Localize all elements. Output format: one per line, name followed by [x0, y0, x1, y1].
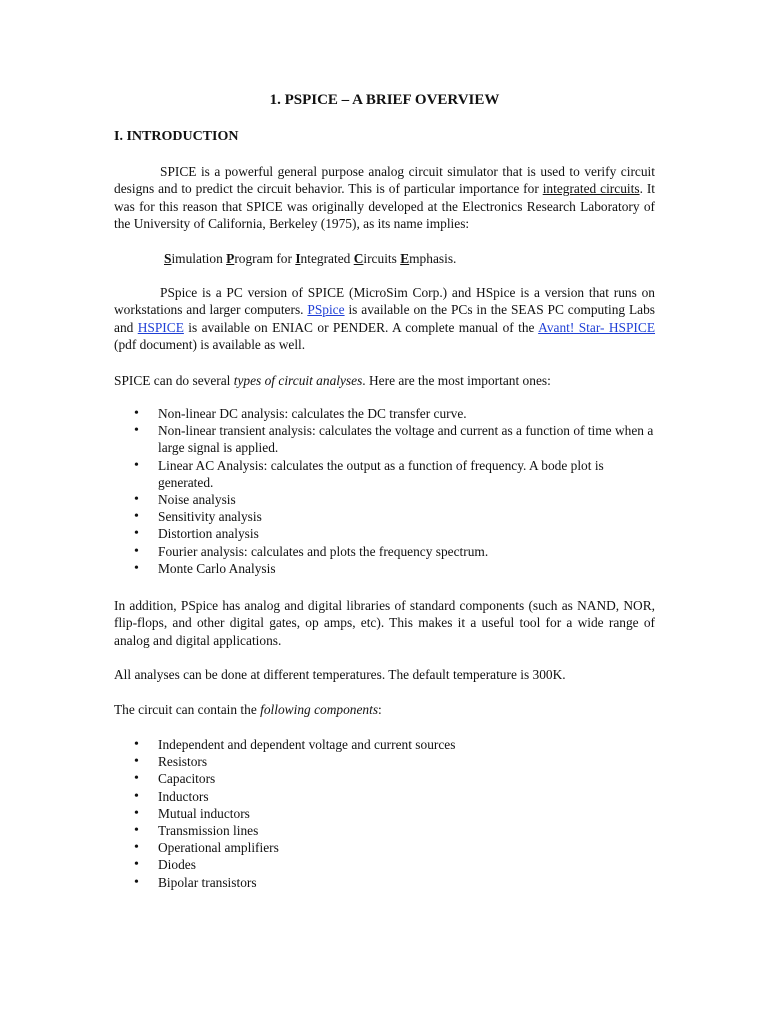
list-item: • Fourier analysis: calculates and plots the frequency spectrum. — [114, 543, 655, 560]
acronym-word: mphasis. — [409, 251, 457, 266]
list-item: • Inductors — [114, 788, 655, 805]
list-item: • Capacitors — [114, 770, 655, 787]
list-item: • Distortion analysis — [114, 525, 655, 542]
acronym-word: rogram for — [234, 251, 296, 266]
intro-text-part: . It was for this reason that SPICE was originally developed at the Electronics Research Laboratory of the University of California, Berkeley (1975), as its name implies: — [114, 181, 655, 232]
analyses-lead-text: . Here are the most important ones: — [362, 373, 551, 388]
analyses-lead-text: SPICE can do several — [114, 373, 234, 388]
list-item: • Operational amplifiers — [114, 839, 655, 856]
list-item: • Non-linear DC analysis: calculates the DC transfer curve. — [114, 405, 655, 422]
intro-text-part: SPICE is a powerful general purpose analog circuit simulator that is used to verify circuit designs and to predict the circuit behavior. This is of particular importance for — [114, 164, 655, 197]
pspice-link[interactable]: PSpice — [307, 302, 345, 318]
list-item: • Bipolar transistors — [114, 874, 655, 891]
libraries-paragraph: In addition, PSpice has analog and digital libraries of standard components (such as NAND, NOR, flip-flops, and other digital gates, op amps, etc). This makes it a useful tool for a wide range of analog and digital applications. — [114, 598, 655, 648]
list-item: • Transmission lines — [114, 822, 655, 839]
list-item: • Resistors — [114, 753, 655, 770]
list-item: • Sensitivity analysis — [114, 508, 655, 525]
acronym-letter: I — [295, 251, 301, 266]
pspice-text-part: (pdf document) is available as well. — [114, 337, 306, 353]
list-item: • Monte Carlo Analysis — [114, 560, 655, 577]
acronym-letter: E — [400, 251, 410, 266]
hspice-link[interactable]: HSPICE — [137, 319, 184, 335]
temperature-paragraph: All analyses can be done at different temperatures. The default temperature is 300K. — [114, 667, 566, 682]
acronym-word: ntegrated — [300, 251, 354, 266]
avant-star-hspice-link[interactable]: Avant! Star- HSPICE — [538, 319, 656, 335]
list-item: • Noise analysis — [114, 491, 655, 508]
list-item: • Non-linear transient analysis: calculates the voltage and current as a function of time when a large signal is applied. — [114, 422, 655, 456]
spice-acronym — [164, 250, 456, 267]
list-item: • Diodes — [114, 856, 655, 873]
pspice-text-part: is available on ENIAC or PENDER. A complete manual of the — [183, 319, 539, 335]
acronym-letter: S — [164, 251, 172, 266]
pspice-text-part: PSpice is a PC version of SPICE (MicroSim Corp.) and HSpice is a version that runs on workstations and larger computers. — [114, 285, 655, 318]
list-item: • Independent and dependent voltage and current sources — [114, 736, 655, 753]
pspice-paragraph — [114, 284, 655, 354]
page-title: 1. PSPICE – A BRIEF OVERVIEW — [269, 92, 500, 108]
list-item: • Linear AC Analysis: calculates the output as a function of frequency. A bode plot is generated. — [114, 457, 655, 491]
analyses-list — [114, 405, 655, 577]
components-lead — [114, 701, 655, 718]
analyses-lead — [114, 372, 655, 389]
components-lead-text: The circuit can contain the — [114, 702, 261, 717]
analyses-lead-emphasis: types of circuit analyses — [233, 373, 363, 388]
intro-paragraph — [114, 163, 655, 233]
section-heading-introduction: I. INTRODUCTION — [114, 129, 239, 144]
list-item: • Mutual inductors — [114, 805, 655, 822]
acronym-word: imulation — [171, 251, 227, 266]
integrated-circuits-link[interactable]: integrated circuits — [542, 181, 640, 197]
acronym-letter: C — [353, 251, 364, 266]
components-lead-emphasis: following components — [260, 702, 379, 717]
components-list — [114, 736, 655, 891]
pspice-text-part: is available on the PCs in the SEAS PC computing Labs and — [114, 302, 655, 335]
acronym-letter: P — [226, 251, 235, 266]
acronym-word: ircuits — [363, 251, 401, 266]
components-lead-text: : — [378, 702, 382, 717]
